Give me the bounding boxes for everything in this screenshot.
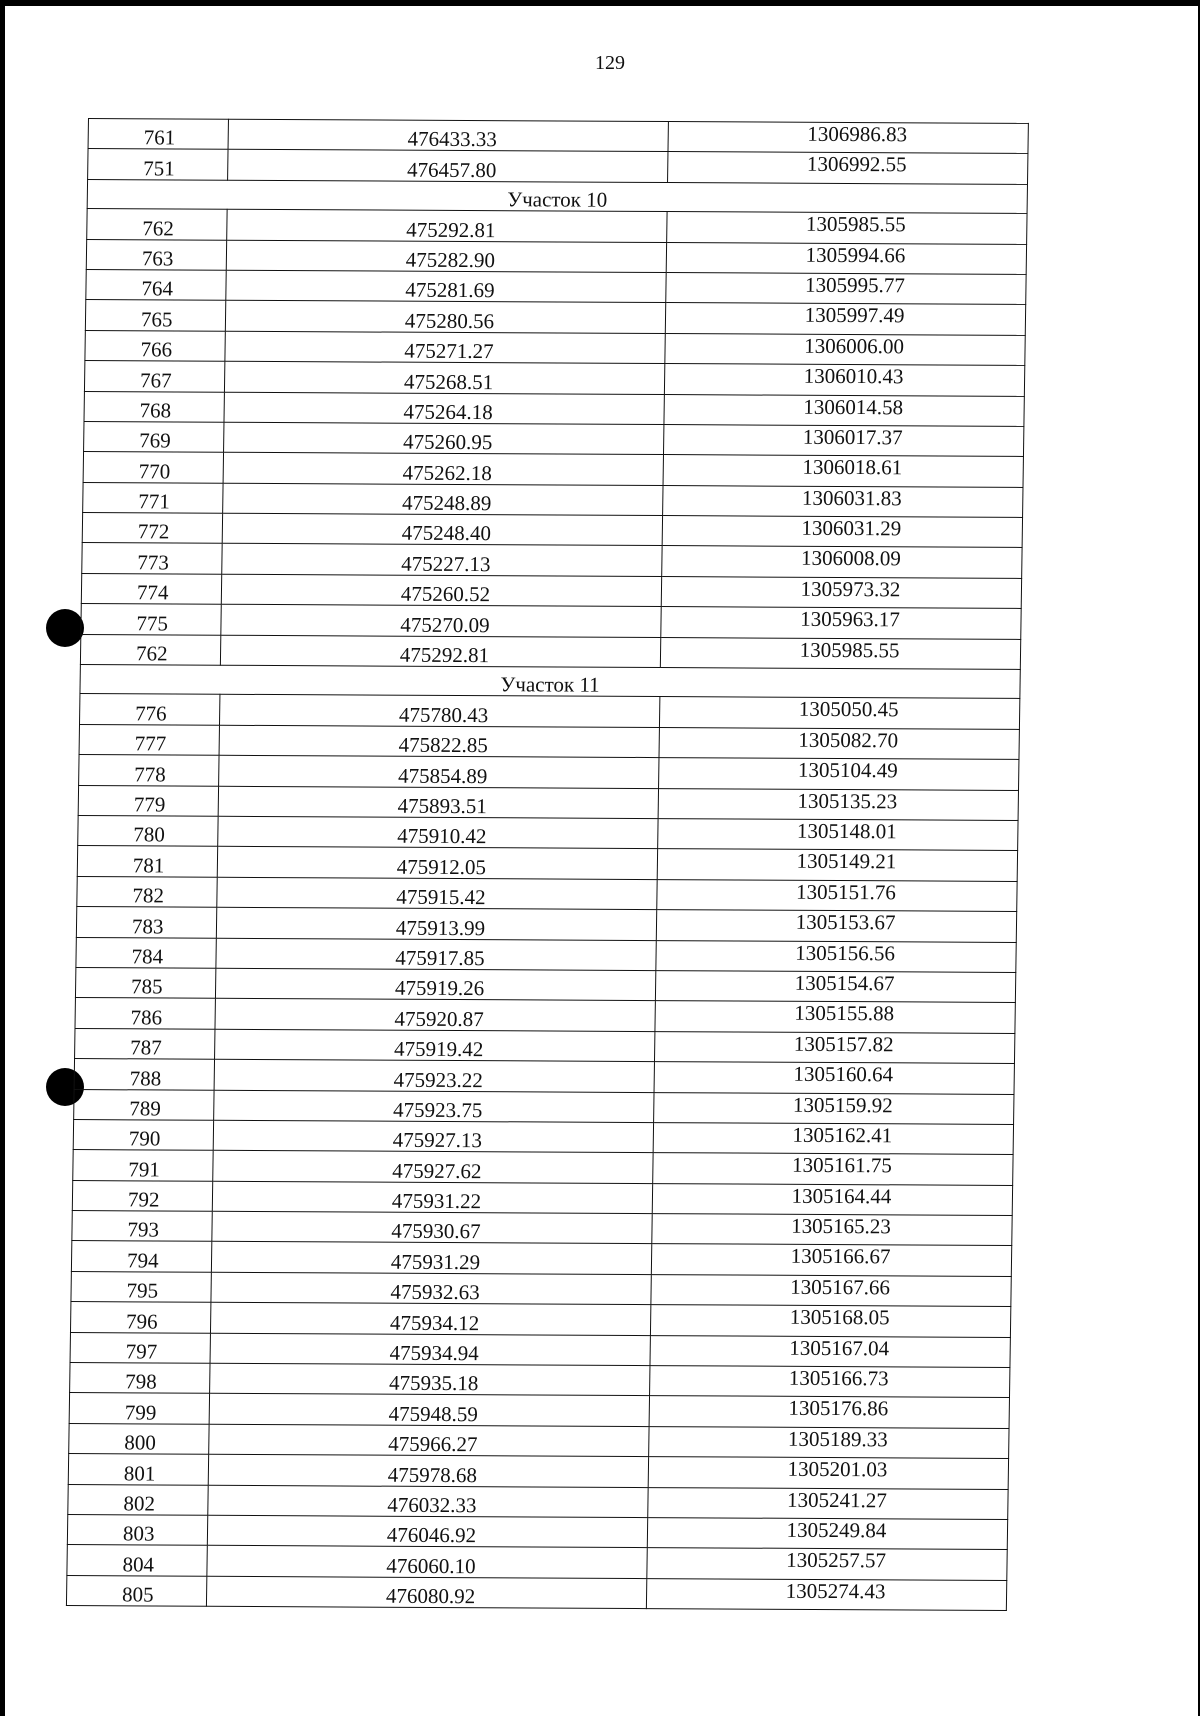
x-coordinate-cell: 475934.94 xyxy=(210,1333,650,1366)
point-number-cell: 777 xyxy=(79,724,219,755)
table-row xyxy=(72,1180,1012,1215)
x-coordinate-cell: 475919.42 xyxy=(215,1029,655,1062)
y-coordinate-cell: 1306018.61 xyxy=(663,455,1023,487)
x-coordinate-cell: 475227.13 xyxy=(222,544,662,577)
x-coordinate-cell: 475260.95 xyxy=(224,422,664,455)
section-label: Участок 10 xyxy=(87,179,1027,213)
table-row xyxy=(88,149,1028,184)
table-row xyxy=(70,1332,1010,1367)
point-number-cell: 790 xyxy=(73,1119,213,1150)
table-row xyxy=(83,452,1023,487)
point-number-cell: 786 xyxy=(75,998,215,1029)
point-number-cell: 789 xyxy=(74,1089,214,1120)
coordinates-table-wrapper xyxy=(66,118,1028,1611)
table-row xyxy=(88,119,1028,154)
table-row xyxy=(84,391,1024,426)
point-number-cell: 771 xyxy=(83,482,223,513)
page-number: 129 xyxy=(595,52,625,74)
point-number-cell: 796 xyxy=(70,1302,210,1333)
point-number-cell: 794 xyxy=(71,1241,211,1272)
y-coordinate-cell: 1305995.77 xyxy=(666,272,1026,304)
y-coordinate-cell: 1306008.09 xyxy=(662,546,1022,578)
table-row xyxy=(86,239,1026,274)
y-coordinate-cell: 1305082.70 xyxy=(659,727,1019,759)
x-coordinate-cell: 476433.33 xyxy=(228,119,668,152)
table-row xyxy=(74,1059,1014,1094)
point-number-cell: 788 xyxy=(74,1059,214,1090)
table-row xyxy=(69,1393,1009,1428)
y-coordinate-cell: 1305050.45 xyxy=(659,697,1019,729)
section-label: Участок 11 xyxy=(80,665,1020,699)
x-coordinate-cell: 475927.13 xyxy=(213,1120,653,1153)
y-coordinate-cell: 1305156.56 xyxy=(656,940,1016,972)
point-number-cell: 774 xyxy=(81,573,221,604)
y-coordinate-cell: 1305164.44 xyxy=(652,1183,1012,1215)
x-coordinate-cell: 475915.42 xyxy=(217,877,657,910)
point-number-cell: 800 xyxy=(69,1423,209,1454)
table-row xyxy=(79,755,1019,790)
x-coordinate-cell: 475931.29 xyxy=(211,1242,651,1275)
table-row xyxy=(78,816,1018,851)
coordinates-table-body xyxy=(66,119,1028,1611)
y-coordinate-cell: 1305241.27 xyxy=(648,1487,1008,1519)
y-coordinate-cell: 1306006.00 xyxy=(665,333,1025,365)
point-number-cell: 801 xyxy=(68,1454,208,1485)
table-row xyxy=(66,1575,1006,1610)
point-number-cell: 768 xyxy=(84,391,224,422)
table-row xyxy=(85,300,1025,335)
y-coordinate-cell: 1305201.03 xyxy=(648,1457,1008,1489)
point-number-cell: 784 xyxy=(76,937,216,968)
x-coordinate-cell: 475264.18 xyxy=(224,392,664,425)
x-coordinate-cell: 475270.09 xyxy=(221,605,661,638)
y-coordinate-cell: 1305135.23 xyxy=(658,788,1018,820)
table-row xyxy=(87,209,1027,244)
point-number-cell: 779 xyxy=(78,785,218,816)
point-number-cell: 776 xyxy=(80,694,220,725)
point-number-cell: 751 xyxy=(88,149,228,180)
x-coordinate-cell: 475260.52 xyxy=(221,574,661,607)
y-coordinate-cell: 1305189.33 xyxy=(649,1426,1009,1458)
table-row xyxy=(73,1119,1013,1154)
x-coordinate-cell: 475934.12 xyxy=(210,1303,650,1336)
point-number-cell: 770 xyxy=(83,452,223,483)
x-coordinate-cell: 475282.90 xyxy=(226,240,666,273)
table-row xyxy=(77,876,1017,911)
x-coordinate-cell: 475923.22 xyxy=(214,1059,654,1092)
table-row xyxy=(70,1363,1010,1398)
x-coordinate-cell: 475248.40 xyxy=(222,513,662,546)
point-number-cell: 804 xyxy=(67,1545,207,1576)
point-number-cell: 782 xyxy=(77,876,217,907)
table-row xyxy=(82,543,1022,578)
y-coordinate-cell: 1305963.17 xyxy=(661,607,1021,639)
y-coordinate-cell: 1306031.29 xyxy=(662,516,1022,548)
table-row xyxy=(83,482,1023,517)
point-number-cell: 799 xyxy=(69,1393,209,1424)
point-number-cell: 783 xyxy=(76,907,216,938)
y-coordinate-cell: 1305159.92 xyxy=(654,1092,1014,1124)
x-coordinate-cell: 476080.92 xyxy=(206,1576,646,1609)
table-row xyxy=(81,573,1021,608)
point-number-cell: 763 xyxy=(86,239,226,270)
x-coordinate-cell: 476060.10 xyxy=(207,1546,647,1579)
table-row xyxy=(81,604,1021,639)
x-coordinate-cell: 475854.89 xyxy=(219,755,659,788)
y-coordinate-cell: 1305274.43 xyxy=(646,1578,1006,1610)
x-coordinate-cell: 475917.85 xyxy=(216,938,656,971)
point-number-cell: 762 xyxy=(80,634,220,665)
table-row xyxy=(67,1515,1007,1550)
table-row xyxy=(75,1028,1015,1063)
table-row xyxy=(85,330,1025,365)
point-number-cell: 793 xyxy=(72,1211,212,1242)
y-coordinate-cell: 1305162.41 xyxy=(653,1122,1013,1154)
point-number-cell: 761 xyxy=(88,119,228,150)
y-coordinate-cell: 1305160.64 xyxy=(654,1062,1014,1094)
table-row xyxy=(70,1302,1010,1337)
x-coordinate-cell: 475935.18 xyxy=(210,1363,650,1396)
table-row xyxy=(77,846,1017,881)
scan-edge-left xyxy=(0,0,5,1716)
y-coordinate-cell: 1306017.37 xyxy=(663,424,1023,456)
point-number-cell: 798 xyxy=(70,1363,210,1394)
x-coordinate-cell: 476046.92 xyxy=(207,1515,647,1548)
point-number-cell: 802 xyxy=(68,1484,208,1515)
point-number-cell: 785 xyxy=(75,967,215,998)
x-coordinate-cell: 475280.56 xyxy=(225,301,665,334)
x-coordinate-cell: 475912.05 xyxy=(217,847,657,880)
y-coordinate-cell: 1305166.73 xyxy=(650,1366,1010,1398)
table-row xyxy=(68,1454,1008,1489)
x-coordinate-cell: 476457.80 xyxy=(228,150,668,183)
y-coordinate-cell: 1305176.86 xyxy=(649,1396,1009,1428)
point-number-cell: 766 xyxy=(85,330,225,361)
x-coordinate-cell: 475930.67 xyxy=(212,1211,652,1244)
y-coordinate-cell: 1305985.55 xyxy=(667,212,1027,244)
point-number-cell: 772 xyxy=(82,513,222,544)
y-coordinate-cell: 1305151.76 xyxy=(657,879,1017,911)
y-coordinate-cell: 1305165.23 xyxy=(652,1214,1012,1246)
table-row xyxy=(69,1423,1009,1458)
point-number-cell: 773 xyxy=(82,543,222,574)
y-coordinate-cell: 1306014.58 xyxy=(664,394,1024,426)
x-coordinate-cell: 475780.43 xyxy=(219,695,659,728)
x-coordinate-cell: 475927.62 xyxy=(213,1151,653,1184)
table-row xyxy=(79,724,1019,759)
y-coordinate-cell: 1306986.83 xyxy=(668,122,1028,154)
y-coordinate-cell: 1305104.49 xyxy=(659,758,1019,790)
x-coordinate-cell: 475931.22 xyxy=(212,1181,652,1214)
x-coordinate-cell: 475910.42 xyxy=(218,816,658,849)
x-coordinate-cell: 475932.63 xyxy=(211,1272,651,1305)
x-coordinate-cell: 475262.18 xyxy=(223,453,663,486)
y-coordinate-cell: 1305973.32 xyxy=(661,576,1021,608)
y-coordinate-cell: 1305161.75 xyxy=(653,1153,1013,1185)
table-row xyxy=(71,1241,1011,1276)
point-number-cell: 797 xyxy=(70,1332,210,1363)
table-row xyxy=(84,361,1024,396)
table-row xyxy=(76,937,1016,972)
table-row xyxy=(80,694,1020,729)
x-coordinate-cell: 475281.69 xyxy=(226,270,666,303)
x-coordinate-cell: 476032.33 xyxy=(208,1485,648,1518)
y-coordinate-cell: 1305249.84 xyxy=(647,1518,1007,1550)
scan-edge-top xyxy=(0,0,1200,6)
x-coordinate-cell: 475268.51 xyxy=(224,361,664,394)
point-number-cell: 775 xyxy=(81,604,221,635)
y-coordinate-cell: 1305157.82 xyxy=(654,1031,1014,1063)
y-coordinate-cell: 1305167.66 xyxy=(651,1274,1011,1306)
y-coordinate-cell: 1305994.66 xyxy=(666,242,1026,274)
x-coordinate-cell: 475893.51 xyxy=(218,786,658,819)
table-row xyxy=(80,634,1020,669)
y-coordinate-cell: 1306992.55 xyxy=(668,152,1028,184)
y-coordinate-cell: 1305149.21 xyxy=(657,849,1017,881)
y-coordinate-cell: 1305155.88 xyxy=(655,1001,1015,1033)
table-row xyxy=(68,1484,1008,1519)
point-number-cell: 795 xyxy=(71,1271,211,1302)
point-number-cell: 792 xyxy=(72,1180,212,1211)
x-coordinate-cell: 475271.27 xyxy=(225,331,665,364)
x-coordinate-cell: 475248.89 xyxy=(223,483,663,516)
x-coordinate-cell: 475822.85 xyxy=(219,725,659,758)
y-coordinate-cell: 1305168.05 xyxy=(650,1305,1010,1337)
point-number-cell: 805 xyxy=(66,1575,206,1606)
y-coordinate-cell: 1305167.04 xyxy=(650,1335,1010,1367)
point-number-cell: 778 xyxy=(79,755,219,786)
point-number-cell: 765 xyxy=(85,300,225,331)
x-coordinate-cell: 475923.75 xyxy=(214,1090,654,1123)
table-row xyxy=(74,1089,1014,1124)
y-coordinate-cell: 1305257.57 xyxy=(647,1548,1007,1580)
x-coordinate-cell: 475966.27 xyxy=(209,1424,649,1457)
point-number-cell: 781 xyxy=(77,846,217,877)
x-coordinate-cell: 475919.26 xyxy=(215,968,655,1001)
point-number-cell: 787 xyxy=(75,1028,215,1059)
x-coordinate-cell: 475948.59 xyxy=(209,1394,649,1427)
table-row xyxy=(67,1545,1007,1580)
x-coordinate-cell: 475292.81 xyxy=(227,209,667,242)
x-coordinate-cell: 475920.87 xyxy=(215,999,655,1032)
table-row xyxy=(86,269,1026,304)
table-row xyxy=(82,513,1022,548)
point-number-cell: 791 xyxy=(73,1150,213,1181)
table-row xyxy=(75,998,1015,1033)
point-number-cell: 764 xyxy=(86,269,226,300)
point-number-cell: 767 xyxy=(84,361,224,392)
table-row xyxy=(71,1271,1011,1306)
point-number-cell: 803 xyxy=(67,1515,207,1546)
x-coordinate-cell: 475292.81 xyxy=(220,635,660,668)
x-coordinate-cell: 475978.68 xyxy=(208,1454,648,1487)
y-coordinate-cell: 1306010.43 xyxy=(664,364,1024,396)
point-number-cell: 762 xyxy=(87,209,227,240)
y-coordinate-cell: 1305985.55 xyxy=(660,637,1020,669)
punch-hole xyxy=(46,609,84,647)
y-coordinate-cell: 1305148.01 xyxy=(658,819,1018,851)
y-coordinate-cell: 1306031.83 xyxy=(663,485,1023,517)
x-coordinate-cell: 475913.99 xyxy=(216,907,656,940)
y-coordinate-cell: 1305997.49 xyxy=(665,303,1025,335)
point-number-cell: 769 xyxy=(84,421,224,452)
table-row xyxy=(75,967,1015,1002)
y-coordinate-cell: 1305153.67 xyxy=(656,910,1016,942)
y-coordinate-cell: 1305154.67 xyxy=(655,971,1015,1003)
table-row xyxy=(84,421,1024,456)
point-number-cell: 780 xyxy=(78,816,218,847)
table-row xyxy=(76,907,1016,942)
table-row xyxy=(72,1211,1012,1246)
y-coordinate-cell: 1305166.67 xyxy=(651,1244,1011,1276)
coordinates-table xyxy=(66,118,1029,1611)
table-row xyxy=(73,1150,1013,1185)
table-row xyxy=(78,785,1018,820)
